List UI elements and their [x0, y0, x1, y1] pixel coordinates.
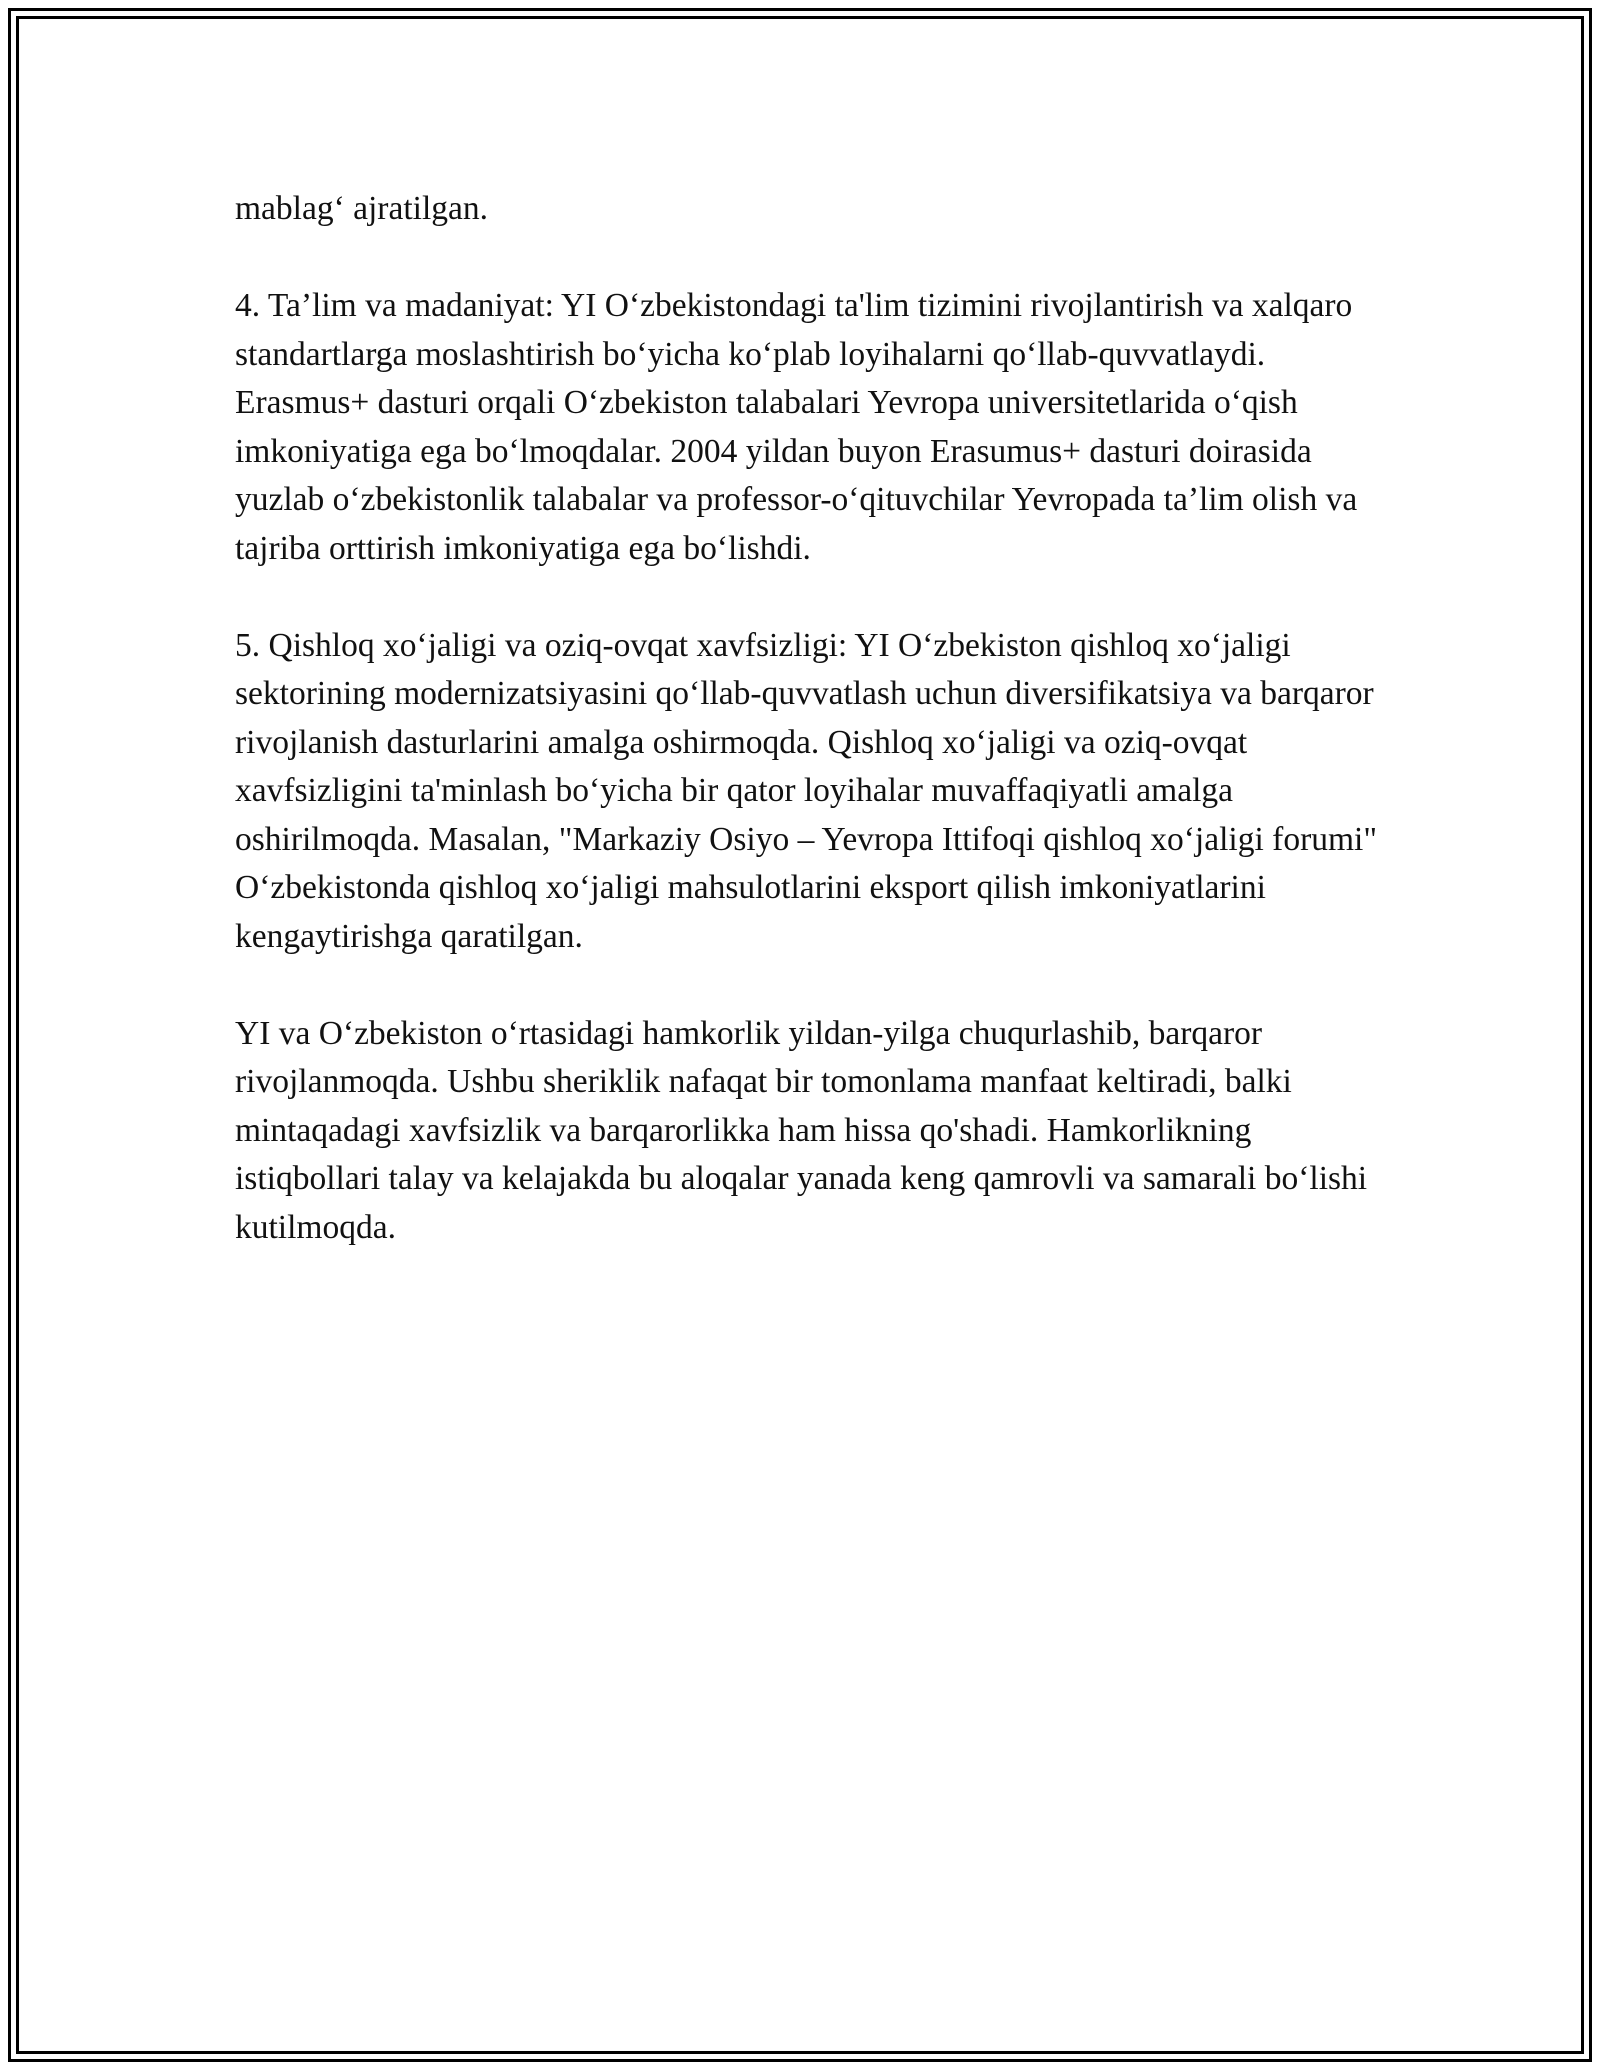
paragraph-education-culture: 4. Ta’lim va madaniyat: YI O‘zbekistondagi ta'lim tizimini rivojlantirish va xalqaro standartlarga moslashtirish bo‘yicha ko‘plab loyihalarni qo‘llab-quvvatlaydi. Erasmus+ dasturi orqali O‘zbekiston talabalari Yevropa universitetlarida o‘qish imkoniyatiga ega bo‘lmoqdalar. 2004 yildan buyon Erasumus+ dasturi doirasida yuzlab o‘zbekistonlik talabalar va professor-o‘qituvchilar Yevropada ta’lim olish va tajriba orttirish imkoniyatiga ega bo‘lishdi. — [235, 287, 1358, 567]
paragraph-conclusion: YI va O‘zbekiston o‘rtasidagi hamkorlik yildan-yilga chuqurlashib, barqaror rivojlanmoqda. Ushbu sheriklik nafaqat bir tomonlama manfaat keltiradi, balki mintaqadagi xavfsizlik va barqarorlikka ham hissa qo'shadi. Hamkorlikning istiqbollari talay va kelajakda bu aloqalar yanada keng qamrovli va samarali bo‘lishi kutilmoqda. — [235, 1014, 1368, 1246]
paragraph-agriculture-food-security: 5. Qishloq xo‘jaligi va oziq-ovqat xavfsizligi: YI O‘zbekiston qishloq xo‘jaligi sektorining modernizatsiyasini qo‘llab-quvvatlash uchun diversifikatsiya va barqaror rivojlanish dasturlarini amalga oshirmoqda. Qishloq xo‘jaligi va oziq-ovqat xavfsizligini ta'minlash bo‘yicha bir qator loyihalar muvaffaqiyatli amalga oshirilmoqda. Masalan, "Markaziy Osiyo – Yevropa Ittifoqi qishloq xo‘jaligi forumi" O‘zbekistonda qishloq xo‘jaligi mahsulotlarini eksport qilish imkoniyatlarini kengaytirishga qaratilgan. — [235, 626, 1378, 955]
paragraph-continuation: mablag‘ ajratilgan. — [235, 190, 489, 227]
document-body — [235, 185, 1385, 1301]
